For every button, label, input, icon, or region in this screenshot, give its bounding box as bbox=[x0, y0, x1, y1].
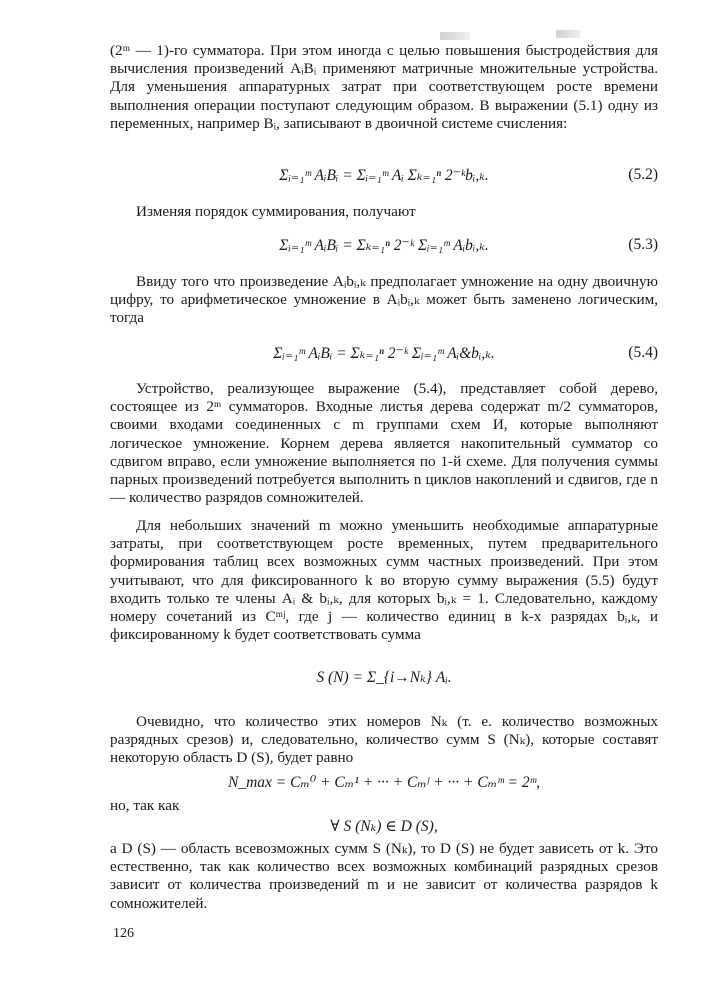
paragraph-text: а D (S) — область всевозможных сумм S (Nₖ), то D (S) не будет зависеть от k. Это естественно, так как количество всех возможных комбинаций разрядных срезов зависит от количества произведений m и не зависит от количества разрядов k сомножителей. bbox=[110, 840, 658, 912]
formula-expression: Σᵢ₌₁ᵐ AᵢBᵢ = Σₖ₌₁ⁿ 2⁻ᵏ Σᵢ₌₁ᵐ Aᵢ&bᵢ,ₖ. bbox=[273, 345, 495, 362]
paragraph-5 bbox=[110, 517, 658, 644]
paragraph-7 bbox=[110, 797, 658, 815]
paragraph-6 bbox=[110, 713, 658, 768]
scan-mark bbox=[440, 32, 470, 40]
paragraph-1 bbox=[110, 42, 658, 133]
formula-5-4 bbox=[110, 328, 658, 378]
equation-number: (5.4) bbox=[628, 344, 658, 361]
paragraph-text: Для небольших значений m можно уменьшить необходимые аппаратурные затраты, при соответствующем росте временных, путем предварительного формирования таблиц всех возможных сумм частных произведений. При этом учитывают, что для фиксированного k во вторую сумму выражения (5.5) будут входить только те члены Aᵢ & bᵢ,ₖ, для которых bᵢ,ₖ = 1. Следовательно, каждому номеру сочетаний из Cᵐʲ, где j — количество единиц в k-х разрядах bᵢ,ₖ, и фиксированному k будет соответствовать сумма bbox=[110, 517, 658, 644]
paragraph-4 bbox=[110, 380, 658, 507]
paragraph-text: (2ᵐ — 1)-го сумматора. При этом иногда с целью повышения быстродействия для вычисления произведений AᵢBᵢ применяют матричные множительные устройства. Для уменьшения аппаратурных затрат при соответствующем росте времени выполнения операции поступают следующим образом. В выражении (5.1) одну из переменных, например Bᵢ, записывают в двоичной системе счисления: bbox=[110, 42, 658, 132]
equation-number: (5.3) bbox=[628, 236, 658, 253]
formula-domain: ∀ S (Nₖ) ∈ D (S), bbox=[330, 818, 438, 835]
paragraph-text: Очевидно, что количество этих номеров Nₖ (т. е. количество возможных разрядных срезов) и, следовательно, количество сумм S (Nₖ), которые составят некоторую область D (S), будет равно bbox=[110, 713, 658, 767]
paragraph-3 bbox=[110, 273, 658, 328]
paragraph-2 bbox=[110, 203, 658, 221]
equation-number: (5.2) bbox=[628, 166, 658, 183]
paragraph-8 bbox=[110, 840, 658, 913]
formula-5-2 bbox=[110, 150, 658, 200]
scan-mark bbox=[556, 30, 580, 38]
page-number: 126 bbox=[113, 926, 134, 941]
formula-5-3 bbox=[110, 220, 658, 270]
formula-expression: Σᵢ₌₁ᵐ AᵢBᵢ = Σₖ₌₁ⁿ 2⁻ᵏ Σᵢ₌₁ᵐ Aᵢbᵢ,ₖ. bbox=[279, 237, 489, 254]
paragraph-text: Изменяя порядок суммирования, получают bbox=[136, 203, 416, 220]
formula-sum-S: S (N) = Σ_{i→Nₖ} Aᵢ. bbox=[316, 669, 452, 686]
formula-expression: Σᵢ₌₁ᵐ AᵢBᵢ = Σᵢ₌₁ᵐ Aᵢ Σₖ₌₁ⁿ 2⁻ᵏbᵢ,ₖ. bbox=[279, 167, 489, 184]
paragraph-text: но, так как bbox=[110, 797, 180, 814]
paragraph-text: Устройство, реализующее выражение (5.4), представляет собой дерево, состоящее из 2ᵐ сумматоров. Входные листья дерева содержат m/2 сумматоров, своими входами соединенных с m группами схем И, которые выполняют логическое умножение. Корнем дерева является накопительный сумматор со сдвигом вправо, если умножение выполняется по 1-й схеме. Для получения суммы парных произведений потребуется выполнить n циклов накоплений и сдвигов, где n — количество разрядов сомножителей. bbox=[110, 380, 658, 507]
formula-N-max: N_max = Cₘ⁰ + Cₘ¹ + ··· + Cₘʲ + ··· + Cₘᵐ = 2ᵐ, bbox=[228, 774, 540, 791]
paragraph-text: Ввиду того что произведение Aᵢbᵢ,ₖ предполагает умножение на одну двоичную цифру, то арифметическое умножение в Aᵢbᵢ,ₖ может быть заменено логическим, тогда bbox=[110, 273, 658, 327]
